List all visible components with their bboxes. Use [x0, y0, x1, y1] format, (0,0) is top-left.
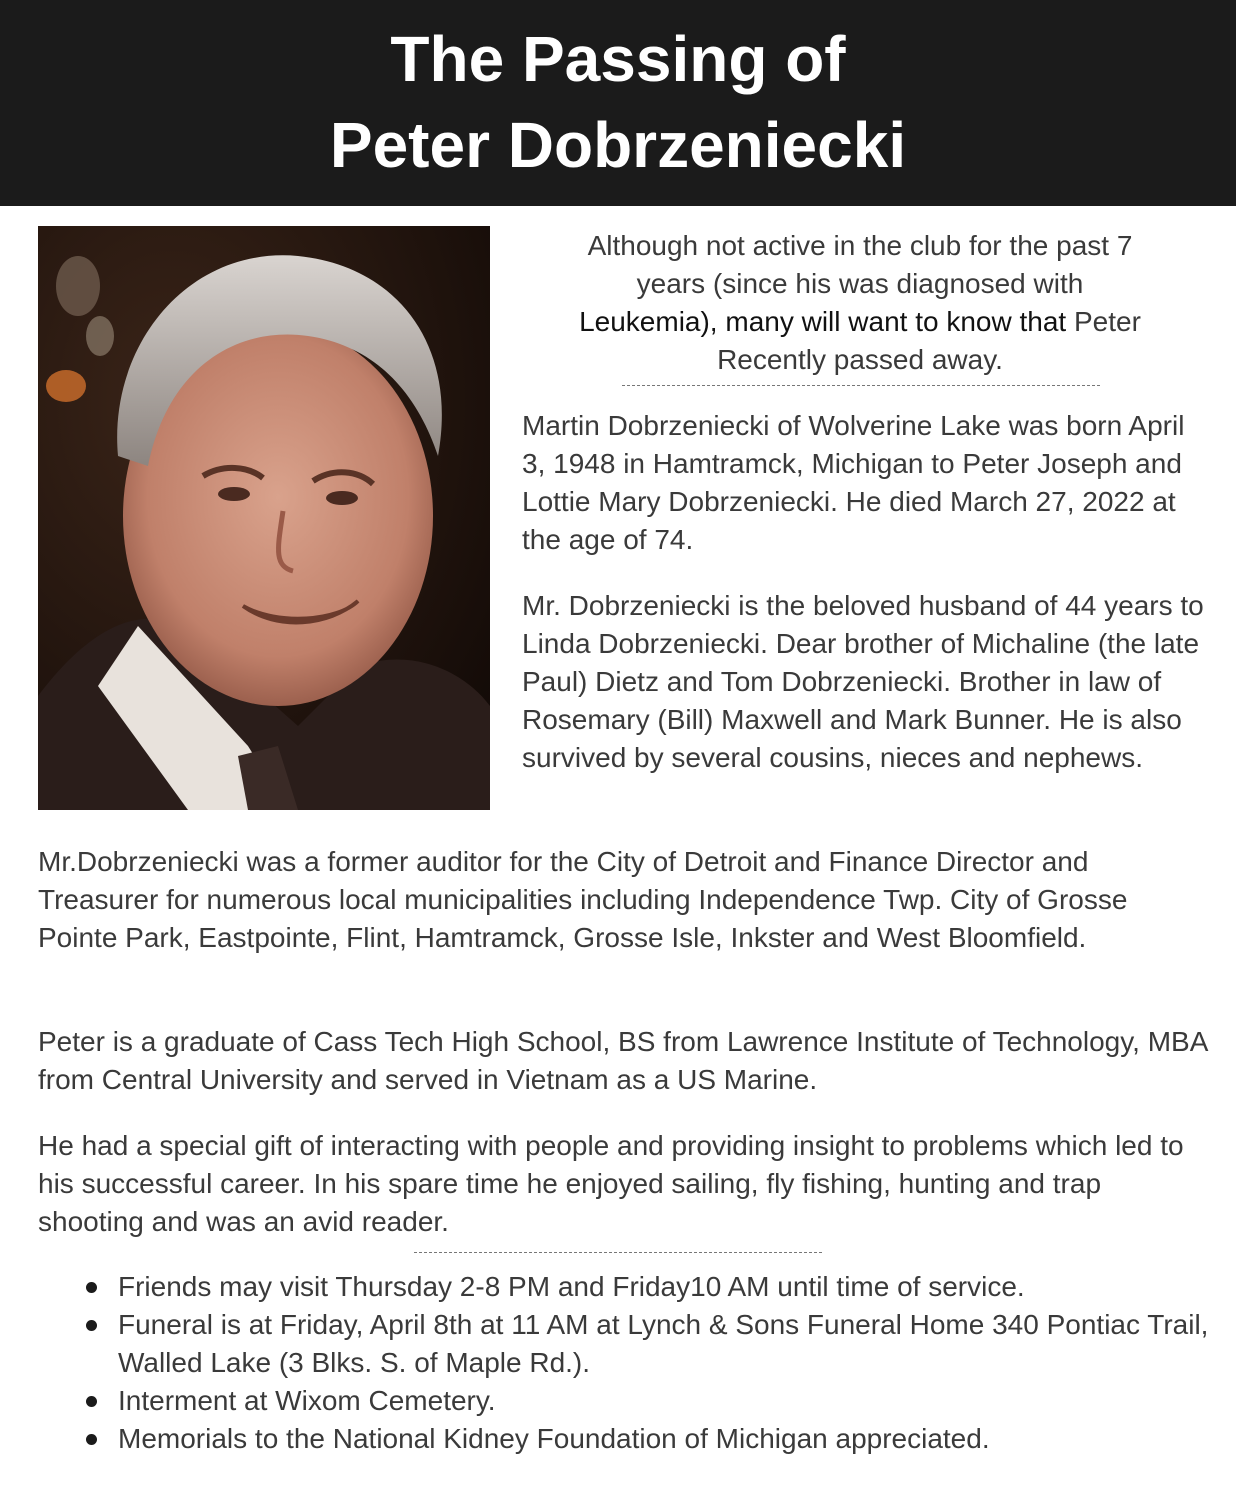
paragraph-personal: He had a special gift of interacting with people and providing insight to problems which led to his successful career. In his spare time he enjoyed sailing, fly fishing, hunting and trap shooting and was an avid reader. [38, 1130, 1184, 1237]
paragraph-birth-death: Martin Dobrzeniecki of Wolverine Lake was born April 3, 1948 in Hamtramck, Michigan to Peter Joseph and Lottie Mary Dobrzeniecki. He died March 27, 2022 at the age of 74. [522, 410, 1185, 555]
intro-line-3-rest: Peter [1073, 306, 1141, 337]
bullet-icon [86, 1282, 97, 1293]
paragraph-education: Peter is a graduate of Cass Tech High School, BS from Lawrence Institute of Technology, MBA from Central University and served in Vietnam as a US Marine. [38, 1026, 1207, 1095]
portrait-photo [38, 226, 490, 810]
intro-line-2: years (since his was diagnosed with [636, 268, 1084, 299]
intro-notice [522, 227, 1198, 379]
intro-line-4: Recently passed away. [717, 344, 1003, 375]
list-item [80, 1268, 1210, 1306]
list-item-text: Memorials to the National Kidney Foundation of Michigan appreciated. [118, 1423, 990, 1454]
paragraph-career: Mr.Dobrzeniecki was a former auditor for the City of Detroit and Finance Director and Treasurer for numerous local municipalities including Independence Twp. City of Grosse Pointe Park, Eastpointe, Flint, Hamtramck, Grosse Isle, Inkster and West Bloomfield. [38, 846, 1128, 953]
portrait-illustration [38, 226, 490, 810]
page-title-line-2: Peter Dobrzeniecki [329, 109, 907, 181]
bullet-icon [86, 1434, 97, 1445]
list-item [80, 1306, 1210, 1382]
list-item-text: Interment at Wixom Cemetery. [118, 1385, 496, 1416]
page-header [0, 0, 1236, 206]
bullet-icon [86, 1320, 97, 1331]
intro-line-3-dark: Leukemia), many will want to know that [579, 306, 1074, 337]
list-item [80, 1420, 1210, 1458]
list-item-text: Funeral is at Friday, April 8th at 11 AM at Lynch & Sons Funeral Home 340 Pontiac Trail, Walled Lake (3 Blks. S. of Maple Rd.). [118, 1309, 1209, 1378]
dashed-divider-bottom [414, 1252, 822, 1254]
intro-line-3 [522, 303, 1198, 341]
intro-line-1: Although not active in the club for the past 7 [587, 230, 1133, 261]
page-title-line-1: The Passing of [390, 23, 846, 95]
dashed-divider-top [622, 385, 1100, 387]
list-item [80, 1382, 1210, 1420]
paragraph-family: Mr. Dobrzeniecki is the beloved husband of 44 years to Linda Dobrzeniecki. Dear brother of Michaline (the late Paul) Dietz and Tom Dobrzeniecki. Brother in law of Rosemary (Bill) Maxwell and Mark Bunner. He is also survived by several cousins, nieces and nephews. [522, 590, 1204, 773]
service-details-list [80, 1268, 1210, 1458]
bullet-icon [86, 1396, 97, 1407]
list-item-text: Friends may visit Thursday 2-8 PM and Friday10 AM until time of service. [118, 1271, 1025, 1302]
